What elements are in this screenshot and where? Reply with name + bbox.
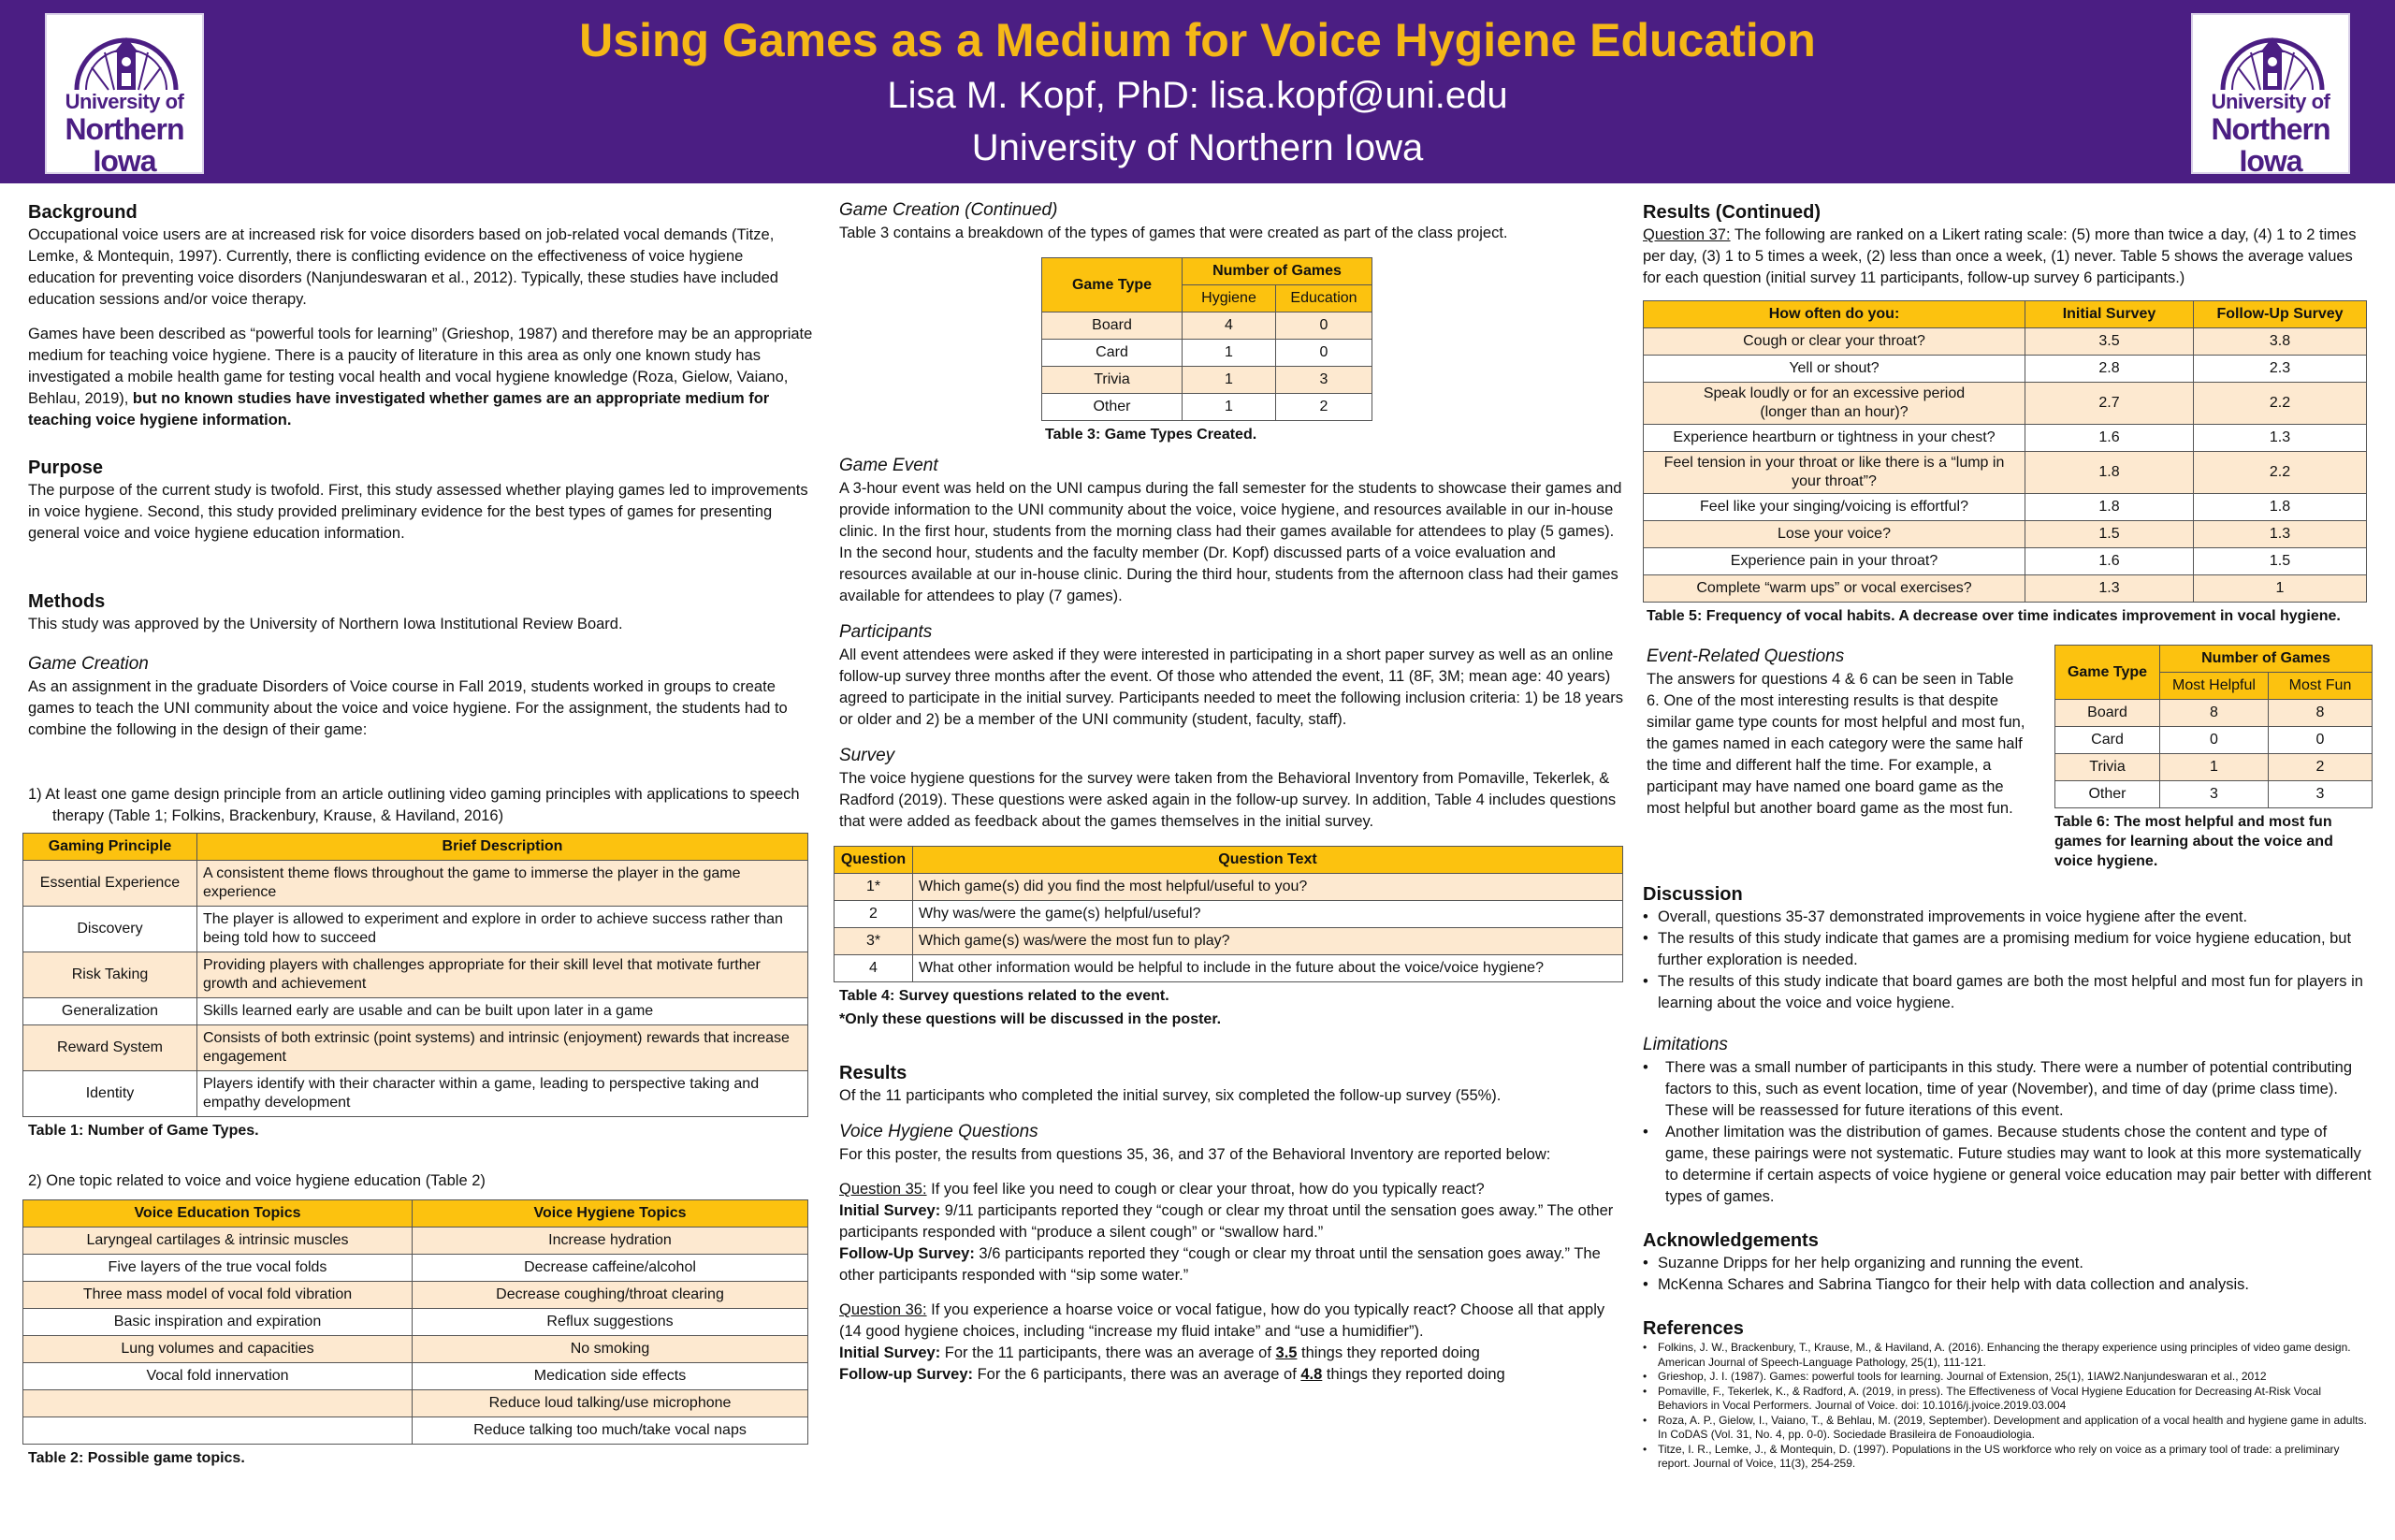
list-item: • Pomaville, F., Tekerlek, K., & Radford, A. (2019, in press). The Effectiveness of Vocal Hygiene Education for Decreasing At-Risk Vocal Behaviors in Vocal Performers. Journal of Voice. doi: 10.1016/j.jvoice.2019.03.004 [1643,1385,2373,1414]
table-row: Card 0 0 [2055,727,2373,754]
table-row: Trivia 1 2 [2055,754,2373,781]
limitations-subheading: Limitations [1643,1035,1728,1054]
table-row: Trivia 1 3 [1042,367,1372,394]
table3-header-type: Game Type [1042,258,1183,312]
table-row: Board 8 8 [2055,700,2373,727]
table-row: Basic inspiration and expiration Reflux suggestions [23,1309,808,1336]
table-2-game-topics [22,1199,808,1445]
logo-text-line2: Northern [65,112,184,146]
methods-list-1 [28,784,814,827]
table-row: Reduce talking too much/take vocal naps [23,1417,808,1445]
table2-header-hygiene: Voice Hygiene Topics [413,1200,808,1228]
logo-text-line3: Iowa [2239,144,2302,178]
question-37-paragraph: Question 37: The following are ranked on a Likert rating scale: (5) more than twice a day, (4) 1 to 2 times per day, (3) 1 to 5 times a week, (2) less than once a week, (1) never. Table 5 shows the average values for each question (initial survey 11 participants, follow-up survey 6 participants.) [1643,226,2357,286]
methods-item-1: 1) At least one game design principle from an article outlining video gaming principles with applications to speech therapy (Table 1; Folkins, Brackenbury, Krause, & Haviland, 2016) [28,786,800,824]
table-row: Generalization Skills learned early are usable and can be built upon later in a game [23,998,808,1025]
table-row: 3* Which game(s) was/were the most fun to play? [835,928,1623,955]
acknowledgements-list [1643,1253,2373,1296]
game-event-subheading: Game Event [839,456,938,475]
table5-header-question: How often do you: [1644,301,2025,328]
purpose-paragraph: The purpose of the current study is twofold. First, this study assessed whether playing games led to improvements in voice hygiene. Second, this study provided preliminary evidence for the best types of games for presenting general voice and voice hygiene education information. [28,482,808,542]
participants-subheading: Participants [839,622,933,642]
table6-header-number: Number of Games [2160,646,2373,673]
logo-text-line3: Iowa [93,144,156,178]
voice-hygiene-questions-subheading: Voice Hygiene Questions [839,1122,1038,1141]
table-6-helpful-fun [2054,645,2373,808]
results-continued-heading: Results (Continued) [1643,202,1821,223]
table4-header-text: Question Text [913,847,1623,874]
table-1-gaming-principles [22,833,808,1117]
table-row: Feel tension in your throat or like there is a “lump in your throat”? 1.8 2.2 [1644,452,2367,494]
logo-text-line1: University of [65,90,184,113]
table-row: Identity Players identify with their character within a game, leading to perspective taking and empathy development [23,1071,808,1117]
list-item: • Folkins, J. W., Brackenbury, T., Krause, M., & Haviland, A. (2016). Enhancing the therapy experience using principles of video game design. American Journal of Speech-Language Pathology, 25(1), 111-121. [1643,1341,2373,1370]
table-3-game-types [1041,257,1372,421]
methods-item-2: 2) One topic related to voice and voice hygiene education (Table 2) [28,1172,486,1189]
results-paragraph-1: Of the 11 participants who completed the initial survey, six completed the follow-up survey (55%). [839,1087,1502,1104]
table5-header-followup: Follow-Up Survey [2194,301,2367,328]
question-36-block: Question 36: If you experience a hoarse voice or vocal fatigue, how do you typically react? Choose all that apply (14 good hygiene choices, including “increase my fluid intake” and “use a humidifier”). Initial Survey: For the 11 participants, there was an average of 3.5 things they reported doing Follow-up Survey: For the 6 participants, there was an average of 4.8 things they reported doing [839,1301,1605,1383]
list-item: • Another limitation was the distribution of games. Because students chose the content and type of game, these pairings were not systematic. Future studies may want to look at this more systematically to determine if certain aspects of voice hygiene or general voice education may pair better with different types of games. [1643,1122,2373,1208]
table-row: Reward System Consists of both extrinsic (point systems) and intrinsic (enjoyment) rewards that increase engagement [23,1025,808,1071]
table-3-caption: Table 3: Game Types Created. [1045,427,1257,443]
table2-header-education: Voice Education Topics [23,1200,413,1228]
table1-header-principle: Gaming Principle [23,834,197,861]
table-row: Yell or shout? 2.8 2.3 [1644,356,2367,383]
column-2 [839,198,1625,1399]
table3-header-education: Education [1276,285,1372,312]
list-item: • Titze, I. R., Lemke, J., & Montequin, D. (1997). Populations in the US workforce who rely on voice as a primary tool of trade: a preliminary report. Journal of Voice, 11(3), 254-259. [1643,1443,2373,1472]
survey-paragraph: The voice hygiene questions for the survey were taken from the Behavioral Inventory from Pomaville, Tekerlek, & Radford (2019). These questions were asked again in the follow-up survey. In addition, Table 4 includes questions that were added as feedback about the games themselves in the initial survey. [839,770,1617,830]
table-row: Other 1 2 [1042,394,1372,421]
event-related-row [1643,645,2373,871]
background-paragraph-1: Occupational voice users are at increased risk for voice disorders based on job-related vocal demands (Titze, Lemke, & Montequin, 1997). Currently, there is conflicting evidence on the effectiveness of voice hygiene education for preventing voice disorders (Nanjundeswaran et al., 2012). Typically, these studies have included education sessions and/or voice therapy. [28,226,778,308]
participants-paragraph: All event attendees were asked if they were interested in participating in a short paper survey as well as an online follow-up survey three months after the event. Of those who attended the event, 11 (8F, 3M; mean age: 40 years) agreed to participate in the initial survey. Participants needed to meet the following inclusion criteria: 1) be 18 years or older and 2) be a member of the UNI community (student, faculty, staff). [839,647,1623,728]
list-item: • Grieshop, J. I. (1987). Games: powerful tools for learning. Journal of Extension, 25(1), 1IAW2.Nanjundeswaran et al., 2012 [1643,1370,2373,1385]
table-4-survey-questions [834,846,1623,982]
list-item: • Suzanne Dripps for her help organizing and running the event. [1643,1253,2373,1274]
table-row: 1* Which game(s) did you find the most helpful/useful to you? [835,874,1623,901]
table-6-caption: Table 6: The most helpful and most fun games for learning about the voice and voice hygiene. [2054,814,2333,869]
table-6-block [2054,645,2373,871]
table6-header-helpful: Most Helpful [2160,673,2269,700]
table-5-vocal-habits [1643,300,2367,603]
table4-header-question: Question [835,847,913,874]
table-row: 2 Why was/were the game(s) helpful/useful? [835,901,1623,928]
list-item: • The results of this study indicate that games are a promising medium for voice hygiene education, but further exploration is needed. [1643,928,2373,971]
question-35-block: Question 35: If you feel like you need to cough or clear your throat, how do you typically react? Initial Survey: 9/11 participants reported they “cough or clear my throat until the sensation goes away.” The other participants responded with “produce a silent cough” or “swallow hard.” Follow-Up Survey: 3/6 participants reported they “cough or clear my throat until the sensation goes away.” The other participants responded with “sip some water.” [839,1181,1614,1284]
discussion-heading: Discussion [1643,884,1743,905]
methods-heading: Methods [28,591,106,612]
game-creation-continued-paragraph: Table 3 contains a breakdown of the types of games that were created as part of the class project. [839,225,1508,241]
game-creation-subheading: Game Creation [28,654,149,674]
poster-institution: University of Northern Iowa [971,127,1424,168]
methods-paragraph-1: This study was approved by the University of Northern Iowa Institutional Review Board. [28,616,623,632]
acknowledgements-heading: Acknowledgements [1643,1230,1819,1251]
references-list [1643,1341,2373,1472]
table-row: Card 1 0 [1042,340,1372,367]
table-row: Other 3 3 [2055,781,2373,808]
university-seal-icon [2219,24,2326,92]
event-related-subheading: Event-Related Questions [1647,647,1845,666]
logo-text-line2: Northern [2211,112,2330,146]
table-5-caption: Table 5: Frequency of vocal habits. A decrease over time indicates improvement in vocal hygiene. [1647,608,2341,624]
limitations-list [1643,1057,2373,1208]
table3-header-hygiene: Hygiene [1183,285,1276,312]
table-row: Discovery The player is allowed to experiment and explore in order to achieve success rather than being told how to succeed [23,907,808,952]
survey-subheading: Survey [839,746,895,765]
table-4-note: *Only these questions will be discussed in the poster. [839,1011,1222,1027]
table-row: Three mass model of vocal fold vibration Decrease coughing/throat clearing [23,1282,808,1309]
table-row: Cough or clear your throat? 3.5 3.8 [1644,328,2367,356]
table-1-caption: Table 1: Number of Game Types. [28,1123,259,1139]
list-item: • There was a small number of participants in this study. There were a number of potential contributing factors to this, such as event location, time of year (November), and time of day (prime class time). These will be reassessed for future iterations of this event. [1643,1057,2373,1122]
table-row: Reduce loud talking/use microphone [23,1390,808,1417]
results-heading: Results [839,1063,907,1083]
table6-header-type: Game Type [2055,646,2160,700]
table-4-caption: Table 4: Survey questions related to the event. [839,988,1169,1004]
table-row: Risk Taking Providing players with challenges appropriate for their skill level that motivate further growth and achievement [23,952,808,998]
list-item: • The results of this study indicate that board games are both the most helpful and most fun for players in learning about the voice and voice hygiene. [1643,971,2373,1014]
methods-paragraph-2: As an assignment in the graduate Disorders of Voice course in Fall 2019, students worked in groups to create games to teach the UNI community about the voice and voice hygiene. For the assignment, the students had to combine the following in the design of their game: [28,678,788,738]
references-heading: References [1643,1318,1744,1339]
table-row: Essential Experience A consistent theme flows throughout the game to immerse the player in the game experience [23,861,808,907]
table-row: Lose your voice? 1.5 1.3 [1644,521,2367,548]
list-item: • Roza, A. P., Gielow, I., Vaiano, T., & Behlau, M. (2019, September). Development and application of a vocal health and hygiene game in adults. In CoDAS (Vol. 31, No. 4, pp. 0-0). Sociedade Brasileira de Fonoaudiologia. [1643,1414,2373,1443]
event-related-text [1647,645,2030,871]
list-item: • Overall, questions 35-37 demonstrated improvements in voice hygiene after the event. [1643,907,2373,928]
column-3 [1643,198,2373,1472]
table6-header-fun: Most Fun [2269,673,2373,700]
poster-header [0,0,2395,183]
table5-header-initial: Initial Survey [2025,301,2194,328]
table-row: 4 What other information would be helpful to include in the future about the voice/voice hygiene? [835,955,1623,982]
table1-header-description: Brief Description [197,834,808,861]
table-row: Lung volumes and capacities No smoking [23,1336,808,1363]
purpose-heading: Purpose [28,458,104,478]
university-logo-right [2191,13,2350,178]
game-creation-continued-subheading: Game Creation (Continued) [839,200,1058,220]
table-row: Laryngeal cartilages & intrinsic muscles Increase hydration [23,1228,808,1255]
table-row: Speak loudly or for an excessive period (longer than an hour)? 2.7 2.2 [1644,383,2367,425]
table-2-caption: Table 2: Possible game topics. [28,1450,245,1466]
column-1 [28,198,814,1468]
list-item: • McKenna Schares and Sabrina Tiangco for their help with data collection and analysis. [1643,1274,2373,1296]
results-paragraph-2: For this poster, the results from questions 35, 36, and 37 of the Behavioral Inventory are reported below: [839,1146,1551,1163]
poster-author: Lisa M. Kopf, PhD: lisa.kopf@uni.edu [887,75,1508,116]
methods-list-2 [28,1170,814,1192]
discussion-list [1643,907,2373,1014]
table-row: Feel like your singing/voicing is effortful? 1.8 1.8 [1644,494,2367,521]
table-row: Experience pain in your throat? 1.6 1.5 [1644,548,2367,575]
table-row: Vocal fold innervation Medication side effects [23,1363,808,1390]
table-row: Board 4 0 [1042,312,1372,340]
table-row: Complete “warm ups” or vocal exercises? 1.3 1 [1644,575,2367,603]
table-row: Experience heartburn or tightness in your chest? 1.6 1.3 [1644,425,2367,452]
table3-header-number: Number of Games [1183,258,1372,285]
table-row: Five layers of the true vocal folds Decrease caffeine/alcohol [23,1255,808,1282]
background-paragraph-2: Games have been described as “powerful tools for learning” (Grieshop, 1987) and therefore may be an appropriate medium for teaching voice hygiene. There is a paucity of literature in this area as only one known study has investigated a mobile health game for testing vocal health and vocal hygiene knowledge (Roza, Gielow, Vaiano, Behlau, 2019), but no known studies have investigated whether games are an appropriate medium for teaching voice hygiene information. [28,326,813,429]
background-heading: Background [28,202,138,223]
game-event-paragraph: A 3-hour event was held on the UNI campus during the fall semester for the students to showcase their games and provide information to the UNI community about the voice, voice hygiene, and resources available in our in-house clinic. In the first hour, students from the morning class had their games available for attendees to play (5 games). In the second hour, students and the faculty member (Dr. Kopf) discussed parts of a voice evaluation and resources available at our in-house clinic. During the third hour, students from the afternoon class had their games available for attendees to play (7 games). [839,480,1622,604]
poster-title: Using Games as a Medium for Voice Hygiene Education [579,14,1816,66]
event-related-paragraph: The answers for questions 4 & 6 can be seen in Table 6. One of the most interesting results is that despite similar game type counts for most helpful and most fun, the games named in each category were the same half the time and different half the time. For example, a participant may have named one board game as the most helpful but another board game as the most fun. [1647,671,2025,817]
logo-text-line1: University of [2211,90,2330,113]
